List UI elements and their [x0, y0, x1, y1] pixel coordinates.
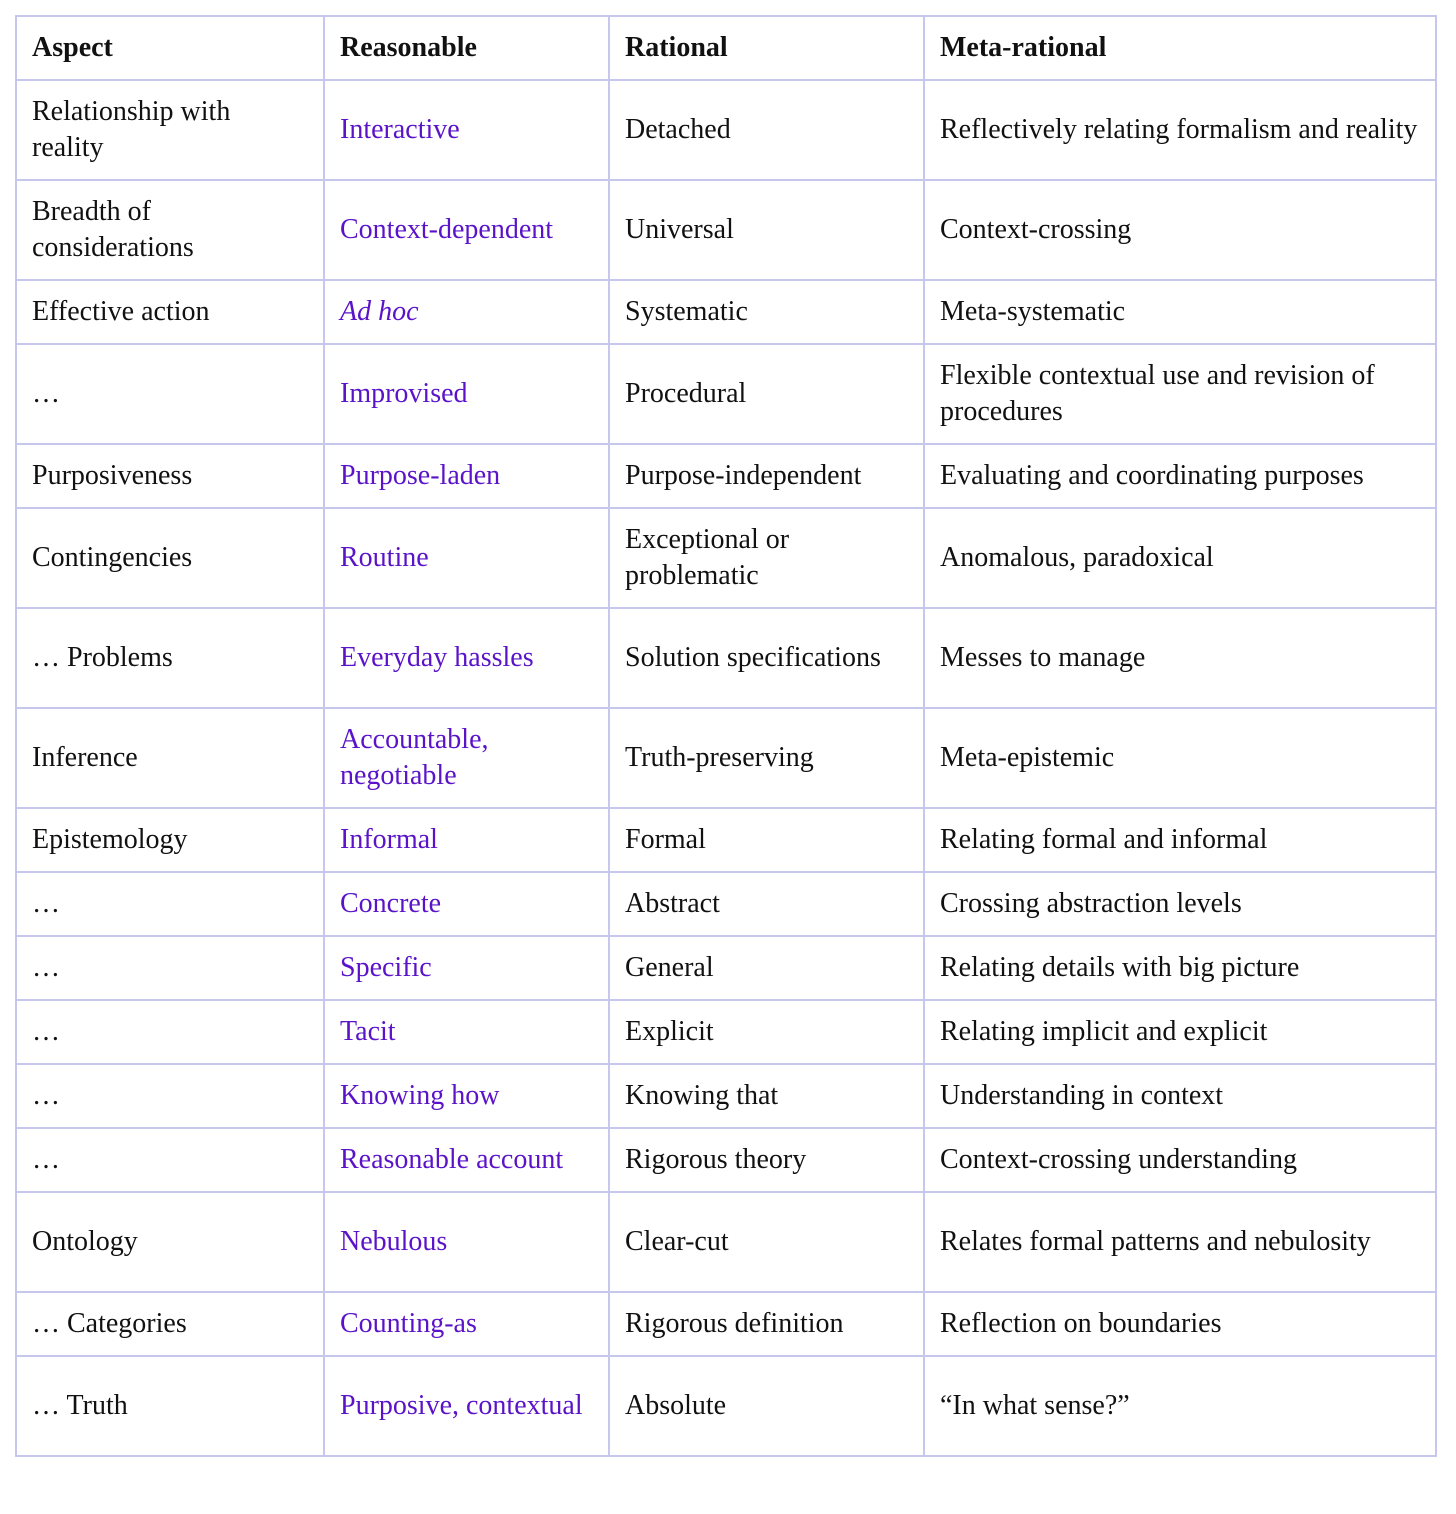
cell-rational: General [609, 936, 924, 1000]
cell-reasonable: Routine [324, 508, 609, 608]
cell-reasonable: Accountable, negotiable [324, 708, 609, 808]
cell-reasonable: Tacit [324, 1000, 609, 1064]
cell-meta-rational: “In what sense?” [924, 1356, 1436, 1456]
cell-aspect: … Truth [16, 1356, 324, 1456]
cell-aspect: … [16, 872, 324, 936]
cell-rational: Purpose-independent [609, 444, 924, 508]
table-row [16, 1000, 1436, 1064]
table-row [16, 1128, 1436, 1192]
table-row [16, 280, 1436, 344]
cell-meta-rational: Relating implicit and explicit [924, 1000, 1436, 1064]
table-row [16, 1292, 1436, 1356]
table-row [16, 80, 1436, 180]
table-row [16, 508, 1436, 608]
cell-meta-rational: Reflectively relating formalism and reality [924, 80, 1436, 180]
cell-aspect: Purposiveness [16, 444, 324, 508]
cell-aspect: … [16, 344, 324, 444]
table-row [16, 936, 1436, 1000]
table-row [16, 180, 1436, 280]
cell-rational: Knowing that [609, 1064, 924, 1128]
table-row [16, 444, 1436, 508]
cell-aspect: … [16, 1000, 324, 1064]
header-aspect: Aspect [16, 16, 324, 80]
cell-aspect: Contingencies [16, 508, 324, 608]
cell-reasonable: Purpose-laden [324, 444, 609, 508]
cell-meta-rational: Meta-systematic [924, 280, 1436, 344]
table-row [16, 608, 1436, 708]
table-row [16, 344, 1436, 444]
cell-reasonable: Context-dependent [324, 180, 609, 280]
cell-reasonable: Specific [324, 936, 609, 1000]
header-rational: Rational [609, 16, 924, 80]
table-row [16, 872, 1436, 936]
header-meta-rational: Meta-rational [924, 16, 1436, 80]
table-row [16, 808, 1436, 872]
table-row [16, 1064, 1436, 1128]
cell-meta-rational: Anomalous, paradoxical [924, 508, 1436, 608]
cell-rational: Truth-preserving [609, 708, 924, 808]
cell-rational: Abstract [609, 872, 924, 936]
cell-rational: Rigorous theory [609, 1128, 924, 1192]
cell-meta-rational: Flexible contextual use and revision of procedures [924, 344, 1436, 444]
cell-meta-rational: Relates formal patterns and nebulosity [924, 1192, 1436, 1292]
cell-meta-rational: Crossing abstraction levels [924, 872, 1436, 936]
cell-reasonable: Concrete [324, 872, 609, 936]
cell-reasonable: Improvised [324, 344, 609, 444]
cell-aspect: … [16, 936, 324, 1000]
cell-aspect: … Problems [16, 608, 324, 708]
cell-rational: Procedural [609, 344, 924, 444]
cell-rational: Exceptional or problematic [609, 508, 924, 608]
comparison-table-container [15, 15, 1435, 1457]
cell-aspect: … [16, 1128, 324, 1192]
table-row [16, 1356, 1436, 1456]
cell-rational: Universal [609, 180, 924, 280]
cell-reasonable: Knowing how [324, 1064, 609, 1128]
cell-reasonable: Reasonable account [324, 1128, 609, 1192]
cell-meta-rational: Context-crossing understanding [924, 1128, 1436, 1192]
cell-reasonable: Counting-as [324, 1292, 609, 1356]
header-reasonable: Reasonable [324, 16, 609, 80]
cell-rational: Systematic [609, 280, 924, 344]
cell-meta-rational: Relating details with big picture [924, 936, 1436, 1000]
cell-aspect: Effective action [16, 280, 324, 344]
cell-meta-rational: Context-crossing [924, 180, 1436, 280]
cell-meta-rational: Relating formal and informal [924, 808, 1436, 872]
cell-rational: Absolute [609, 1356, 924, 1456]
table-header-row [16, 16, 1436, 80]
cell-meta-rational: Reflection on boundaries [924, 1292, 1436, 1356]
table-row [16, 1192, 1436, 1292]
cell-aspect: … [16, 1064, 324, 1128]
cell-rational: Formal [609, 808, 924, 872]
cell-rational: Clear-cut [609, 1192, 924, 1292]
cell-meta-rational: Understanding in context [924, 1064, 1436, 1128]
cell-meta-rational: Messes to manage [924, 608, 1436, 708]
cell-rational: Rigorous definition [609, 1292, 924, 1356]
comparison-table [15, 15, 1437, 1457]
cell-reasonable: Purposive, contextual [324, 1356, 609, 1456]
cell-aspect: … Categories [16, 1292, 324, 1356]
cell-rational: Explicit [609, 1000, 924, 1064]
cell-aspect: Inference [16, 708, 324, 808]
cell-reasonable: Ad hoc [324, 280, 609, 344]
table-row [16, 708, 1436, 808]
cell-aspect: Epistemology [16, 808, 324, 872]
cell-rational: Solution specifications [609, 608, 924, 708]
cell-meta-rational: Evaluating and coordinating purposes [924, 444, 1436, 508]
cell-reasonable: Informal [324, 808, 609, 872]
cell-rational: Detached [609, 80, 924, 180]
cell-reasonable: Interactive [324, 80, 609, 180]
cell-aspect: Breadth of considerations [16, 180, 324, 280]
cell-aspect: Ontology [16, 1192, 324, 1292]
cell-aspect: Relationship with reality [16, 80, 324, 180]
cell-reasonable: Everyday hassles [324, 608, 609, 708]
cell-reasonable: Nebulous [324, 1192, 609, 1292]
cell-meta-rational: Meta-epistemic [924, 708, 1436, 808]
